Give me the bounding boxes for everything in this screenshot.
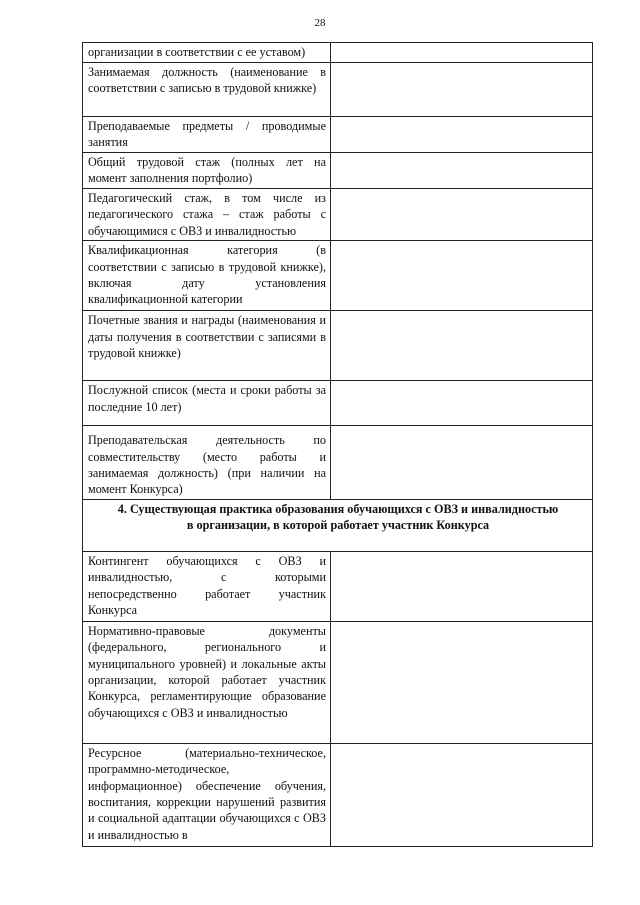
row-value-cell[interactable] [331,426,593,500]
table-row [83,551,593,621]
row-value-cell[interactable] [331,381,593,426]
row-label: Ресурсное (материально-техническое, программно-методическое, информационное) обеспечение обучения, воспитания, коррекции нарушений развития и социальной адаптации обучающихся с ОВЗ и инвалидностью в [83,743,331,846]
table-row [83,621,593,743]
row-value-cell[interactable] [331,43,593,63]
table-row [83,241,593,311]
section-4-heading-line2: в организации, в которой работает участник Конкурса [186,518,490,533]
row-label: Занимаемая должность (наименование в соответствии с записью в трудовой книжке) [83,63,331,117]
table-row [83,43,593,63]
table-row [83,153,593,189]
row-value-cell[interactable] [331,743,593,846]
section-heading-row [83,499,593,551]
table-row [83,381,593,426]
table-row [83,117,593,153]
row-label: Преподаваемые предметы / проводимые занятия [83,117,331,153]
row-label: Почетные звания и награды (наименования и даты получения в соответствии с записями в трудовой книжке) [83,311,331,381]
section-4-heading [83,499,593,551]
row-value-cell[interactable] [331,621,593,743]
row-label: Контингент обучающихся с ОВЗ и инвалидностью, с которыми непосредственно работает участник Конкурса [83,551,331,621]
row-value-cell[interactable] [331,63,593,117]
page-number: 28 [314,17,326,29]
row-label: организации в соответствии с ее уставом) [83,43,331,63]
row-label: Послужной список (места и сроки работы за последние 10 лет) [83,381,331,426]
row-label: Нормативно-правовые документы (федерального, регионального и муниципального уровней) и локальные акты организации, которой работает участник Конкурса, регламентирующие образование обучающихся с ОВЗ и инвалидностью [83,621,331,743]
table-row [83,426,593,500]
row-value-cell[interactable] [331,551,593,621]
table-row [83,311,593,381]
row-label: Общий трудовой стаж (полных лет на момент заполнения портфолио) [83,153,331,189]
section-4-heading-line1: 4. Существующая практика образования обучающихся с ОВЗ и инвалидностью [117,501,559,516]
row-label: Преподавательская деятельность по совместительству (место работы и занимаемая должность) (при наличии на момент Конкурса) [83,426,331,500]
row-value-cell[interactable] [331,241,593,311]
row-value-cell[interactable] [331,153,593,189]
row-label: Квалификационная категория (в соответствии с записью в трудовой книжке), включая дату установления квалификационной категории [83,241,331,311]
portfolio-form-table [82,42,593,847]
row-value-cell[interactable] [331,117,593,153]
table-row [83,63,593,117]
row-label: Педагогический стаж, в том числе из педагогического стажа – стаж работы с обучающимися с ОВЗ и инвалидностью [83,189,331,241]
table-row [83,743,593,846]
row-value-cell[interactable] [331,189,593,241]
table-row [83,189,593,241]
row-value-cell[interactable] [331,311,593,381]
